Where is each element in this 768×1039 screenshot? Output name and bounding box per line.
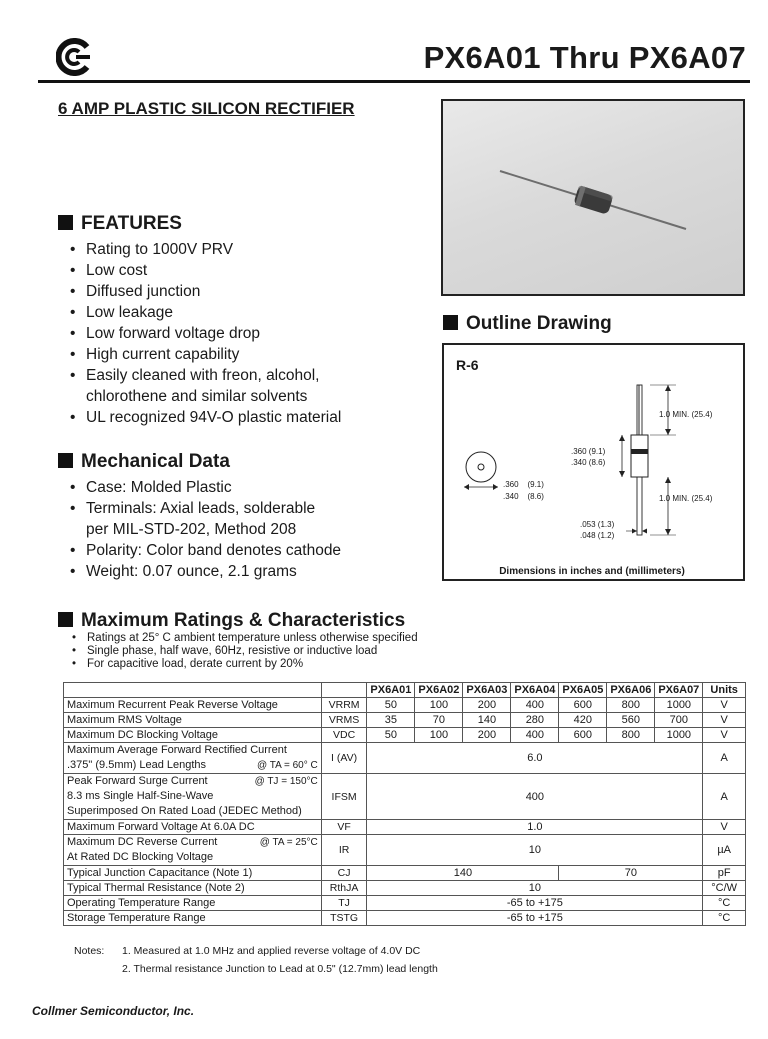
table-cell: 70: [559, 866, 703, 881]
end-view-circle: [466, 452, 496, 482]
end-view-lead: [478, 464, 484, 470]
ratings-note: • For capacitive load, derate current by 20%: [72, 658, 492, 671]
param-label: Typical Thermal Resistance (Note 2): [64, 881, 322, 896]
param-label: Storage Temperature Range: [64, 911, 322, 926]
param-label: .375" (9.5mm) Lead Lengths: [67, 759, 207, 771]
feature-item: • Easily cleaned with freon, alcohol,: [70, 365, 400, 386]
unit-cell: A: [703, 743, 746, 774]
table-cell: 6.0: [367, 743, 703, 774]
dim-lead-dia-max: .053 (1.3): [580, 520, 615, 529]
table-cell: 400: [511, 698, 559, 713]
table-cell: 200: [463, 728, 511, 743]
dim-body-length-max: .360 (9.1): [571, 447, 606, 456]
feature-item: • High current capability: [70, 344, 400, 365]
footnotes: [74, 942, 438, 978]
company-logo: [56, 38, 92, 76]
table-header-row: [64, 683, 746, 698]
column-header: PX6A03: [463, 683, 511, 698]
ratings-note: • Single phase, half wave, 60Hz, resistive or inductive load: [72, 645, 492, 658]
outline-heading: [443, 313, 612, 335]
table-row: [64, 774, 746, 820]
column-header: PX6A04: [511, 683, 559, 698]
param-label-line1: [67, 835, 318, 850]
column-header: Units: [703, 683, 746, 698]
footnote: 2. Thermal resistance Junction to Lead at 0.5" (12.7mm) lead length: [122, 963, 438, 975]
mechanical-item-continued: per MIL-STD-202, Method 208: [86, 521, 297, 538]
table-row: [64, 911, 746, 926]
param-label: At Rated DC Blocking Voltage: [67, 851, 214, 863]
document-title: PX6A01 Thru PX6A07: [423, 40, 746, 75]
unit-cell: pF: [703, 866, 746, 881]
table-row: [64, 698, 746, 713]
cathode-band: [631, 449, 648, 454]
feature-item: • Low forward voltage drop: [70, 323, 400, 344]
table-cell: 800: [607, 698, 655, 713]
unit-cell: °C: [703, 896, 746, 911]
table-row: [64, 713, 746, 728]
param-symbol: CJ: [321, 866, 367, 881]
test-condition: @ TJ = 150°C: [254, 776, 318, 787]
table-cell: 10: [367, 835, 703, 866]
table-cell: 140: [463, 713, 511, 728]
feature-item: • Rating to 1000V PRV: [70, 239, 400, 260]
param-symbol: I (AV): [321, 743, 367, 774]
param-label: Maximum Recurrent Peak Reverse Voltage: [64, 698, 322, 713]
table-cell: 100: [415, 728, 463, 743]
table-cell: 200: [463, 698, 511, 713]
outline-heading-text: Outline Drawing: [466, 313, 612, 334]
param-label: Operating Temperature Range: [64, 896, 322, 911]
mechanical-item: • Terminals: Axial leads, solderable: [70, 498, 410, 519]
param-label-multiline: [64, 774, 322, 820]
param-symbol: VDC: [321, 728, 367, 743]
feature-item: • UL recognized 94V-O plastic material: [70, 407, 400, 428]
table-cell: 1000: [655, 728, 703, 743]
param-label: Peak Forward Surge Current: [67, 775, 208, 787]
document-subtitle: 6 AMP PLASTIC SILICON RECTIFIER: [58, 99, 355, 118]
unit-cell: V: [703, 713, 746, 728]
header-blank: [321, 683, 367, 698]
column-header: PX6A06: [607, 683, 655, 698]
dim-diameter-min: .340 (8.6): [503, 492, 544, 501]
dim-diameter-max: .360 (9.1): [503, 480, 544, 489]
table-row: [64, 866, 746, 881]
mechanical-list: [70, 477, 410, 582]
param-label: Maximum Average Forward Rectified Current: [67, 744, 287, 756]
dim-body-length-min: .340 (8.6): [571, 458, 606, 467]
test-condition: @ TA = 60° C: [256, 760, 318, 771]
unit-cell: V: [703, 820, 746, 835]
test-condition: @ TA = 25°C: [259, 837, 318, 848]
package-name: R-6: [456, 357, 479, 373]
param-label: Maximum DC Reverse Current: [67, 836, 218, 848]
table-cell: 600: [559, 698, 607, 713]
header-blank: [64, 683, 322, 698]
footnote-line-1: [74, 942, 438, 960]
table-cell: 10: [367, 881, 703, 896]
param-label: 8.3 ms Single Half-Sine-Wave: [67, 790, 214, 802]
table-cell: 420: [559, 713, 607, 728]
param-label-line1: [67, 774, 318, 789]
mechanical-item: • Polarity: Color band denotes cathode: [70, 540, 410, 561]
bottom-lead: [637, 477, 642, 535]
table-cell: 1000: [655, 698, 703, 713]
section-marker-icon: [58, 612, 73, 627]
diode-body: [631, 435, 648, 477]
unit-cell: V: [703, 698, 746, 713]
ratings-heading: [58, 610, 405, 632]
table-row: [64, 820, 746, 835]
ratings-heading-text: Maximum Ratings & Characteristics: [81, 610, 406, 631]
table-cell: 400: [367, 774, 703, 820]
notes-label: Notes:: [74, 945, 105, 957]
param-symbol: IR: [321, 835, 367, 866]
mechanical-item: • Case: Molded Plastic: [70, 477, 410, 498]
param-symbol: VF: [321, 820, 367, 835]
param-symbol: RthJA: [321, 881, 367, 896]
param-symbol: IFSM: [321, 774, 367, 820]
table-cell: -65 to +175: [367, 896, 703, 911]
features-list: [70, 239, 400, 428]
param-label-line2: [67, 758, 318, 773]
param-label: Maximum Forward Voltage At 6.0A DC: [64, 820, 322, 835]
table-cell: -65 to +175: [367, 911, 703, 926]
mechanical-heading: [58, 451, 230, 473]
param-label-multiline: [64, 743, 322, 774]
table-cell: 50: [367, 728, 415, 743]
footnote: 1. Measured at 1.0 MHz and applied reverse voltage of 4.0V DC: [122, 945, 421, 957]
table-row: [64, 743, 746, 774]
param-label-multiline: [64, 835, 322, 866]
table-cell: 70: [415, 713, 463, 728]
dim-lead-top: 1.0 MIN. (25.4): [659, 410, 713, 419]
table-cell: 280: [511, 713, 559, 728]
column-header: PX6A05: [559, 683, 607, 698]
param-symbol: VRMS: [321, 713, 367, 728]
table-cell: 560: [607, 713, 655, 728]
unit-cell: °C/W: [703, 881, 746, 896]
param-label: Maximum DC Blocking Voltage: [64, 728, 322, 743]
company-name: Collmer Semiconductor, Inc.: [32, 1004, 195, 1018]
footnote-line-2: [74, 960, 438, 978]
feature-item: • Low leakage: [70, 302, 400, 323]
product-photo: [441, 99, 745, 296]
param-symbol: TSTG: [321, 911, 367, 926]
table-cell: 400: [511, 728, 559, 743]
dim-lead-dia-min: .048 (1.2): [580, 531, 615, 540]
mechanical-item: • Weight: 0.07 ounce, 2.1 grams: [70, 561, 410, 582]
feature-item-continued: chlorothene and similar solvents: [86, 388, 308, 405]
column-header: PX6A01: [367, 683, 415, 698]
section-marker-icon: [443, 315, 458, 330]
dim-lead-bottom: 1.0 MIN. (25.4): [659, 494, 713, 503]
table-cell: 100: [415, 698, 463, 713]
table-row: [64, 896, 746, 911]
table-cell: 1.0: [367, 820, 703, 835]
param-symbol: TJ: [321, 896, 367, 911]
section-marker-icon: [58, 215, 73, 230]
header-rule: [38, 80, 750, 83]
unit-cell: V: [703, 728, 746, 743]
mechanical-heading-text: Mechanical Data: [81, 451, 230, 472]
table-cell: 600: [559, 728, 607, 743]
feature-item: • Low cost: [70, 260, 400, 281]
table-cell: 50: [367, 698, 415, 713]
ratings-table: [63, 682, 746, 926]
table-cell: 35: [367, 713, 415, 728]
column-header: PX6A07: [655, 683, 703, 698]
unit-cell: µA: [703, 835, 746, 866]
features-heading: [58, 213, 182, 235]
table-row: [64, 835, 746, 866]
param-label: Maximum RMS Voltage: [64, 713, 322, 728]
param-symbol: VRRM: [321, 698, 367, 713]
section-marker-icon: [58, 453, 73, 468]
unit-cell: °C: [703, 911, 746, 926]
param-label: Typical Junction Capacitance (Note 1): [64, 866, 322, 881]
ratings-notes-list: [72, 632, 492, 671]
table-cell: 140: [367, 866, 559, 881]
table-row: [64, 881, 746, 896]
column-header: PX6A02: [415, 683, 463, 698]
table-row: [64, 728, 746, 743]
table-cell: 800: [607, 728, 655, 743]
ratings-note: • Ratings at 25° C ambient temperature unless otherwise specified: [72, 632, 492, 645]
table-cell: 700: [655, 713, 703, 728]
outline-caption: Dimensions in inches and (millimeters): [499, 566, 685, 577]
features-heading-text: FEATURES: [81, 213, 182, 234]
feature-item: • Diffused junction: [70, 281, 400, 302]
unit-cell: A: [703, 774, 746, 820]
param-label: Superimposed On Rated Load (JEDEC Method): [67, 805, 302, 817]
